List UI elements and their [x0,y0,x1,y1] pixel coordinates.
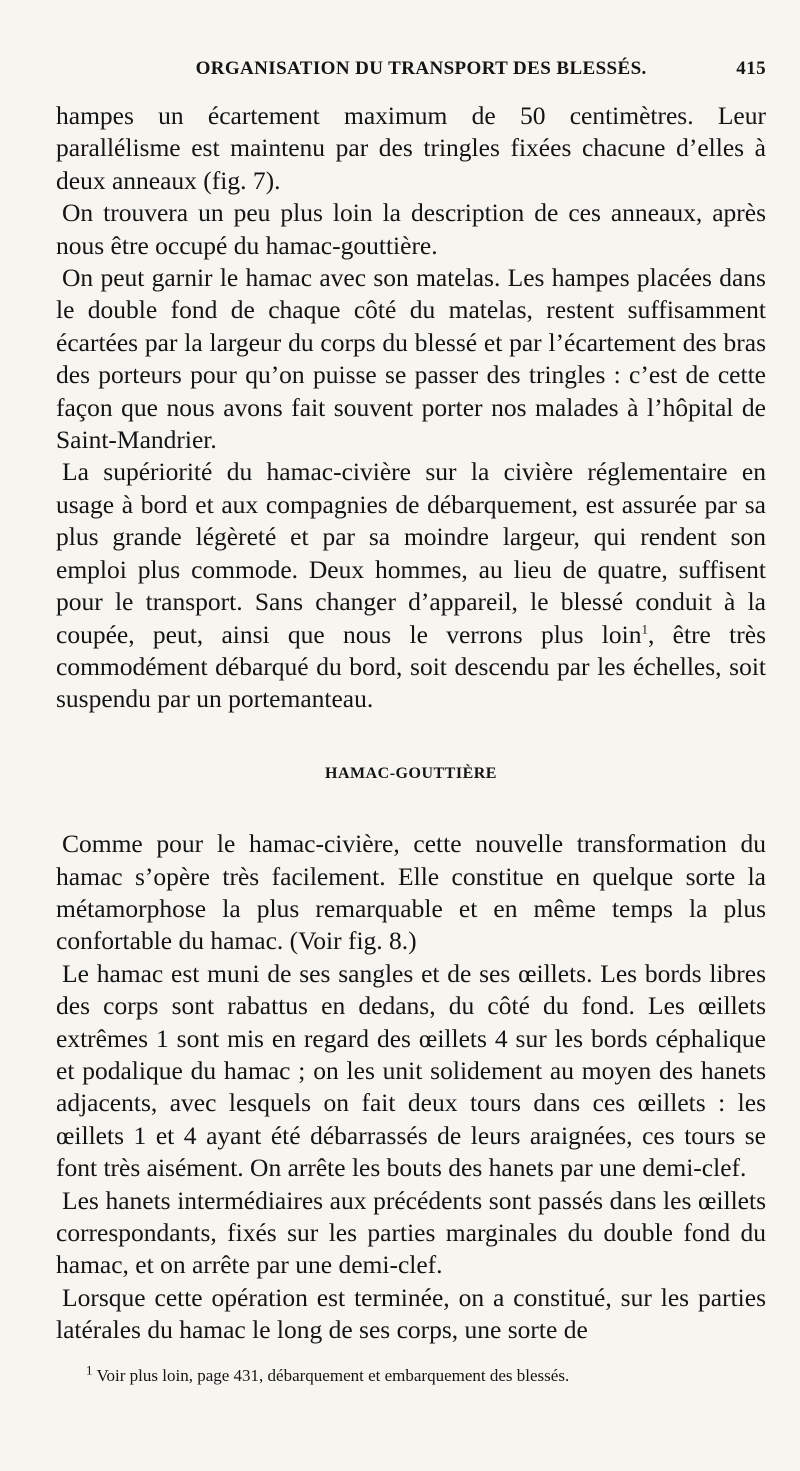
section-heading: HAMAC-GOUTTIÈRE [325,764,497,782]
page-number: 415 [736,58,766,79]
body-text [56,100,766,1347]
footnote-text: Voir plus loin, page 431, débarquement et embarquement des blessés. [96,1365,570,1385]
footnote-marker: 1 [86,1361,93,1377]
paragraph-text: La supériorité du hamac-civière sur la civière réglementaire en usage à bord et aux compagnies de débarquement, est assurée par sa plus grande légèreté et par sa moindre largeur, qui rendent son emploi plus commode. Deux hommes, au lieu de quatre, suffisent pour le transport. Sans changer d’appareil, le blessé conduit à la coupée, peut, ainsi que nous le verrons plus loin [56,457,766,649]
paragraph-text: , être très commodément débarqué du bord, soit descendu par les échelles, soit suspendu par un portemanteau. [56,619,766,714]
paragraph: Comme pour le hamac-civière, cette nouvelle transformation du hamac s’opère très facilement. Elle constitue en quelque sorte la métamorphose la plus remarquable et en même temps la plus confortable du hamac. (Voir fig. 8.) [56,829,766,956]
paragraph: On trouvera un peu plus loin la description de ces anneaux, après nous être occupé du hamac-gouttière. [56,198,766,260]
paragraph: Les hanets intermédiaires aux précédents sont passés dans les œillets correspondants, fixés sur les parties marginales du double fond du hamac, et on arrête par une demi-clef. [56,1185,766,1280]
footnote [56,1361,766,1387]
paragraph: Lorsque cette opération est terminée, on a constitué, sur les parties latérales du hamac le long de ses corps, une sorte de [56,1282,766,1345]
paragraph: On peut garnir le hamac avec son matelas. Les hampes placées dans le double fond de chaque côté du matelas, restent suffisamment écartées par la largeur du corps du blessé et par l’écartement des bras des porteurs pour qu’on puisse se passer des tringles : c’est de cette façon que nous avons fait souvent porter nos malades à l’hôpital de Saint-Mandrier. [56,263,766,455]
book-page [56,58,766,1387]
running-title: ORGANISATION DU TRANSPORT DES BLESSÉS. [195,58,647,79]
paragraph: hampes un écartement maximum de 50 centimètres. Leur parallélisme est maintenu par des tringles fixées chacune d’elles à deux anneaux (fig. 7). [56,101,766,195]
footnote-reference: 1 [641,621,648,636]
paragraph-with-footnote [56,456,766,715]
running-header [56,58,766,94]
paragraph: Le hamac est muni de ses sangles et de ses œillets. Les bords libres des corps sont rabattus en dedans, du côté du fond. Les œillets extrêmes 1 sont mis en regard des œillets 4 sur les bords céphalique et podalique du hamac ; on les unit solidement au moyen des hanets adjacents, avec lesquels on fait deux tours dans ces œillets : les œillets 1 et 4 ayant été débarrassés de leurs araignées, ces tours se font très aisément. On arrête les bouts des hanets par une demi-clef. [56,958,766,1183]
